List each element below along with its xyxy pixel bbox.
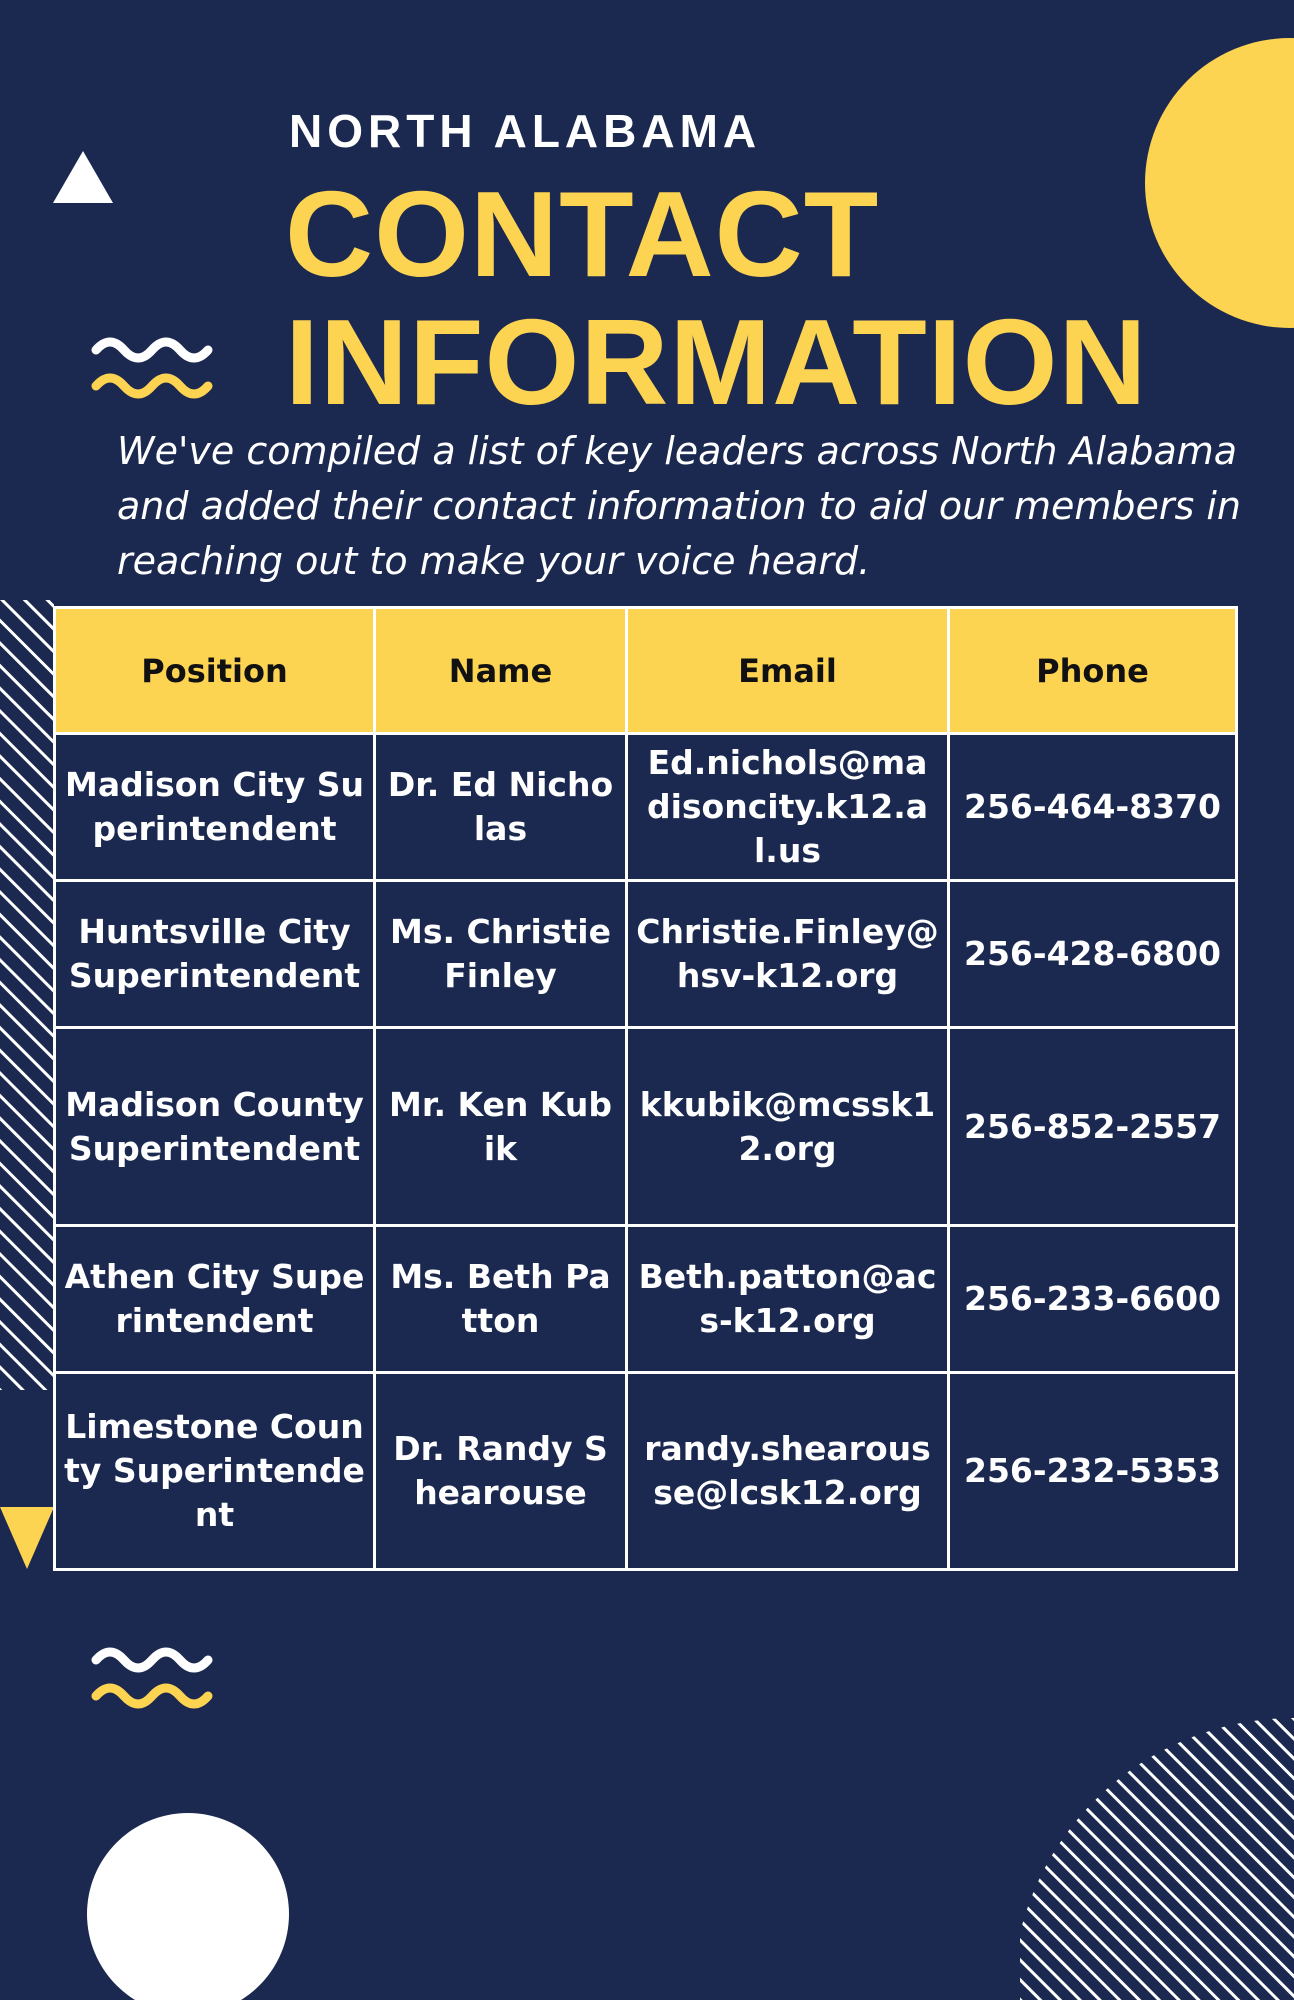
phone-cell[interactable]: 256-852-2557 — [949, 1028, 1237, 1226]
position-cell: Athen City Superintendent — [55, 1226, 375, 1373]
column-header-position: Position — [55, 608, 375, 734]
email-cell[interactable]: kkubik@mcssk12.org — [627, 1028, 949, 1226]
table-row — [55, 881, 1237, 1028]
phone-cell[interactable]: 256-232-5353 — [949, 1373, 1237, 1570]
kicker-text: NORTH ALABAMA — [289, 105, 762, 157]
email-cell[interactable]: Beth.patton@acs-k12.org — [627, 1226, 949, 1373]
triangle-icon — [50, 148, 116, 206]
name-cell: Dr. Randy Shearouse — [375, 1373, 627, 1570]
table-header-row — [55, 608, 1237, 734]
table-row — [55, 734, 1237, 881]
zigzag-icon — [90, 1638, 220, 1714]
column-header-email: Email — [627, 608, 949, 734]
phone-cell[interactable]: 256-428-6800 — [949, 881, 1237, 1028]
striped-panel-icon — [0, 600, 54, 1390]
striped-quarter-circle-icon — [1020, 1665, 1294, 2000]
position-cell: Limestone County Superintendent — [55, 1373, 375, 1570]
email-cell[interactable]: randy.shearousse@lcsk12.org — [627, 1373, 949, 1570]
page-title — [285, 166, 1148, 430]
position-cell: Madison City Superintendent — [55, 734, 375, 881]
yellow-triangle-icon — [0, 1505, 56, 1571]
intro-paragraph: We've compiled a list of key leaders across North Alabama and added their contact information to aid our members in reaching out to make your voice heard. — [117, 429, 1242, 583]
white-circle-icon — [86, 1812, 290, 2000]
table-row — [55, 1226, 1237, 1373]
title-line-1: CONTACT — [285, 166, 880, 302]
name-cell: Ms. Beth Patton — [375, 1226, 627, 1373]
zigzag-icon — [90, 328, 220, 404]
name-cell: Dr. Ed Nicholas — [375, 734, 627, 881]
column-header-phone: Phone — [949, 608, 1237, 734]
name-cell: Mr. Ken Kubik — [375, 1028, 627, 1226]
contacts-table — [53, 606, 1238, 1571]
position-cell: Huntsville City Superintendent — [55, 881, 375, 1028]
email-cell[interactable]: Ed.nichols@madisoncity.k12.al.us — [627, 734, 949, 881]
email-cell[interactable]: Christie.Finley@hsv-k12.org — [627, 881, 949, 1028]
table-row — [55, 1373, 1237, 1570]
name-cell: Ms. Christie Finley — [375, 881, 627, 1028]
phone-cell[interactable]: 256-464-8370 — [949, 734, 1237, 881]
table-row — [55, 1028, 1237, 1226]
position-cell: Madison County Superintendent — [55, 1028, 375, 1226]
phone-cell[interactable]: 256-233-6600 — [949, 1226, 1237, 1373]
title-line-2: INFORMATION — [285, 294, 1148, 430]
column-header-name: Name — [375, 608, 627, 734]
